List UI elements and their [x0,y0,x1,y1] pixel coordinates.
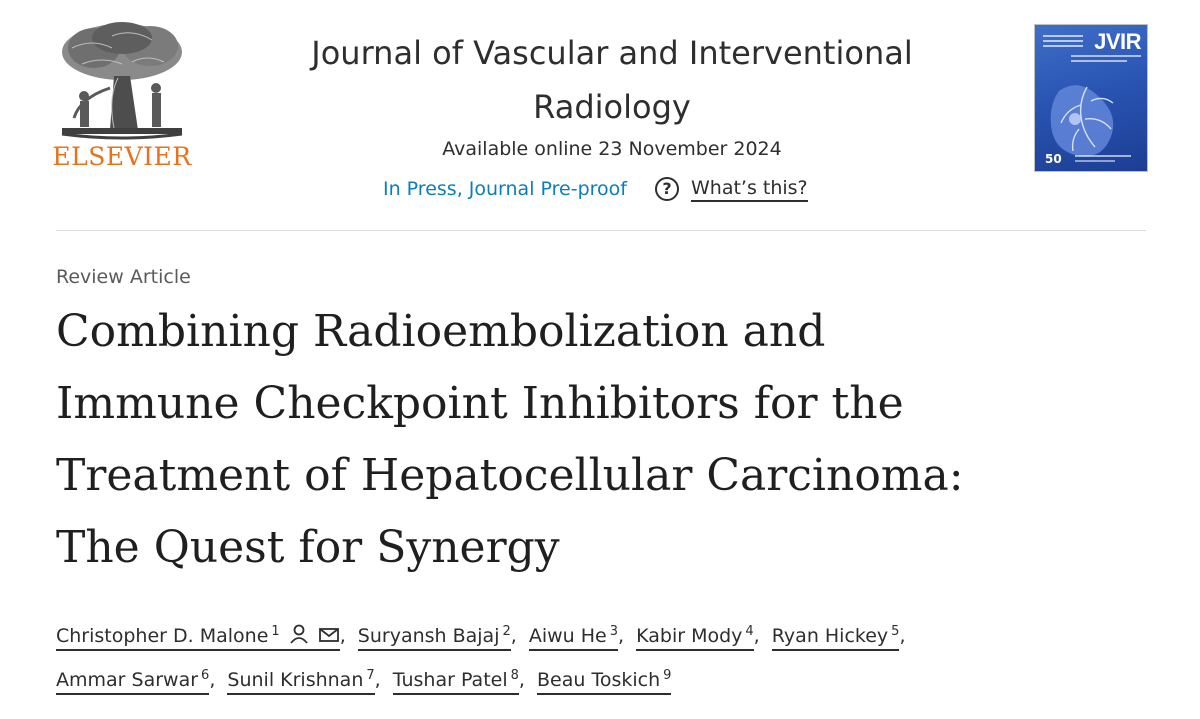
affiliation-ref: 6 [201,668,210,683]
cover-subtitle-lines [1071,55,1141,65]
article-title-line: The Quest for Synergy [56,522,560,573]
publisher-name: ELSEVIER [52,142,192,171]
cover-text-lines [1043,35,1083,50]
header-divider [56,230,1146,231]
status-link[interactable]: In Press, Journal Pre-proof [383,178,627,200]
author-link[interactable]: Sunil Krishnan $^7$ [227,669,374,695]
author-link[interactable]: Tushar Patel $^8$ [393,669,519,695]
whats-this-help[interactable] [655,177,808,202]
affiliation-ref: 3 [609,624,619,639]
article-title-line: Combining Radioembolization and [56,306,826,357]
article-title [56,296,1156,584]
journal-title[interactable]: Journal of Vascular and Interventional Radiology [311,34,913,126]
status-row [383,174,808,204]
affiliation-ref: 2 [502,624,511,639]
author-link[interactable]: Aiwu He $^3$ [529,625,618,651]
person-icon [288,623,310,645]
article-title-line: Immune Checkpoint Inhibitors for the [56,378,904,429]
whats-this-link[interactable]: What’s this? [691,177,808,202]
journal-cover-thumbnail[interactable] [1034,24,1148,172]
affiliation-ref: 4 [745,624,754,639]
author-link[interactable]: Ammar Sarwar $^6$ [56,669,209,695]
affiliation-ref: 5 [891,624,900,639]
article-type: Review Article [56,266,191,288]
author-link[interactable]: Beau Toskich $^9$ [537,669,671,695]
journal-header [0,0,1200,232]
author-link[interactable]: Suryansh Bajaj $^2$ [358,625,511,651]
cover-brand: JVIR [1094,29,1141,54]
svg-text:50: 50 [1045,152,1062,166]
author-link[interactable]: Christopher D. Malone $^1$ [56,625,340,651]
elsevier-tree-icon [52,18,192,142]
affiliation-ref: 1 [271,624,280,639]
email-icon [318,625,340,645]
angiogram-image-icon [1035,71,1147,171]
affiliation-ref: 7 [366,668,375,683]
article-title-line: Treatment of Hepatocellular Carcinoma: [56,450,964,501]
help-question-icon: ? [655,177,679,201]
author-link[interactable]: Kabir Mody $^4$ [636,625,754,651]
affiliation-ref: 9 [663,668,672,683]
author-link[interactable]: Ryan Hickey $^5$ [772,625,900,651]
available-online-date: Available online 23 November 2024 [442,138,782,160]
affiliation-ref: 8 [510,668,519,683]
author-list: Christopher D. Malone $^1$ , Suryansh Bajaj $^2$, Aiwu He $^3$, Kabir Mody $^4$, Ryan Hickey $^5$, Ammar Sarwar $^6$, Sunil Krishnan $^7$, Tushar Patel $^8$, Beau Toskich $^9$ [56,614,1166,702]
